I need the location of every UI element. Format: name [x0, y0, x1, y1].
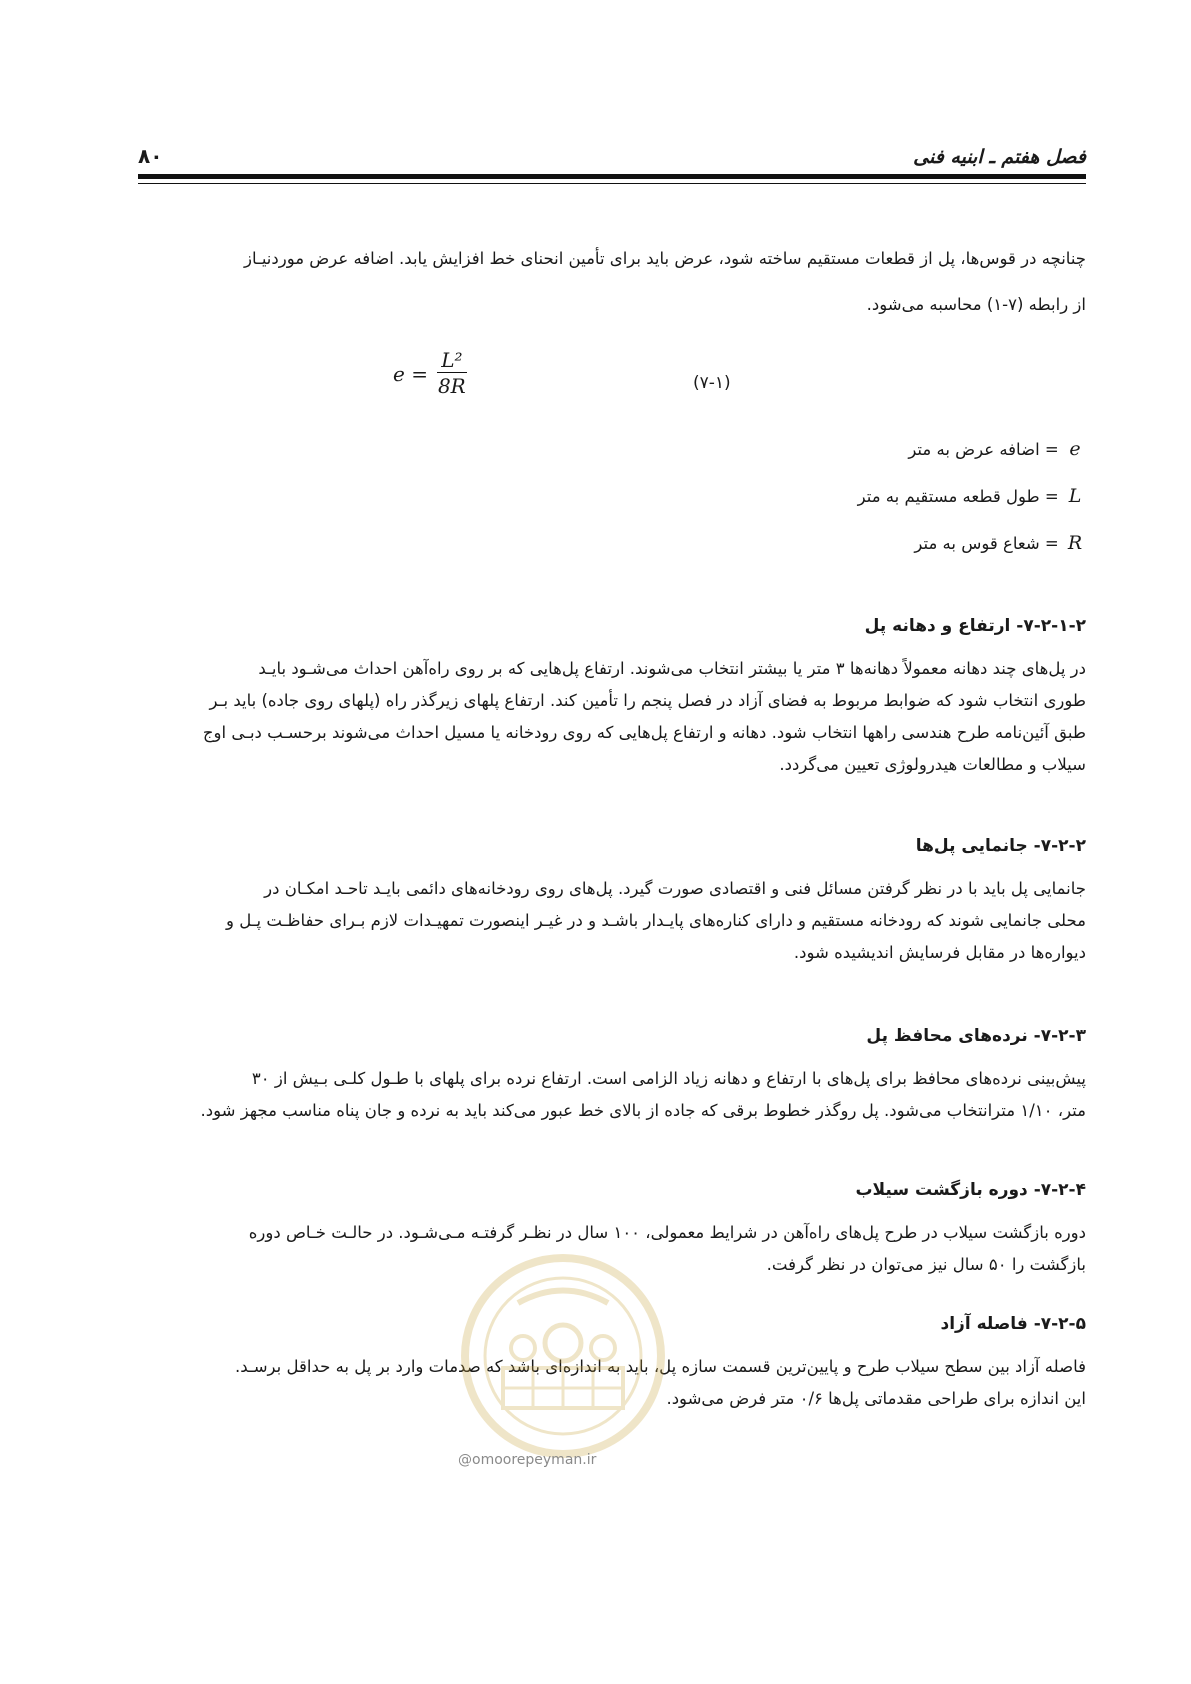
paragraph-line: متر، ۱/۱۰ مترانتخاب می‌شود. پل روگذر خطوط برقی که جاده از بالای خط عبور می‌کند باید به نرده و جان پناه مناسب مجهز شود. — [200, 1101, 1086, 1120]
header-rule-thin — [138, 183, 1086, 184]
header-rule-thick — [138, 174, 1086, 179]
variable-item — [138, 520, 1086, 567]
equation-denominator: 8R — [437, 374, 466, 398]
intro-paragraph-line: از رابطه (۷-۱) محاسبه می‌شود. — [866, 295, 1086, 314]
section-heading: ۷-۲-۲- جانمایی پل‌ها — [915, 836, 1086, 856]
equation-lhs: e = — [393, 361, 428, 386]
equation-numerator: L² — [437, 348, 466, 373]
paragraph-line: طبق آئین‌نامه طرح هندسی راهها انتخاب شود. دهانه و ارتفاع پل‌هایی که روی رودخانه یا مسیل احداث می‌شوند برحسـب دبـی اوج — [202, 723, 1086, 742]
page-content — [138, 236, 1086, 1415]
variable-description: = طول قطعه مستقیم به متر — [857, 487, 1059, 506]
paragraph-line: سیلاب و مطالعات هیدرولوژی تعیین می‌گردد. — [779, 755, 1086, 774]
section-guard-rails — [138, 1021, 1086, 1127]
variable-symbol: L — [1068, 485, 1082, 507]
paragraph-line: بازگشت را ۵۰ سال نیز می‌توان در نظر گرفت. — [766, 1255, 1086, 1274]
equation — [393, 348, 470, 399]
section-heading: ۷-۲-۱-۲- ارتفاع و دهانه پل — [864, 616, 1086, 636]
watermark-seal-icon — [458, 1248, 668, 1463]
paragraph-line: دیواره‌ها در مقابل فرسایش اندیشیده شود. — [793, 943, 1086, 962]
paragraph-line: فاصله آزاد بین سطح سیلاب طرح و پایین‌ترین قسمت سازه پل، باید به اندازه‌ای باشد که صدمات وارد بر پل به حداقل برسـد. — [234, 1357, 1086, 1376]
section-heading: ۷-۲-۳- نرده‌های محافظ پل — [866, 1026, 1086, 1046]
paragraph-line: دوره بازگشت سیلاب در طرح پل‌های راه‌آهن در شرایط معمولی، ۱۰۰ سال در نظـر گرفتـه مـی‌شـود. در حالـت خـاص دوره — [248, 1223, 1086, 1242]
variable-description: = اضافه عرض به متر — [908, 440, 1059, 459]
equation-row — [138, 348, 1086, 418]
paragraph-line: محلی جانمایی شوند که رودخانه مستقیم و دارای کناره‌های پایـدار باشـد و در غیـر اینصورت تمهیـدات لازم بـرای حفاظـت پـل و — [225, 911, 1086, 930]
variable-list — [138, 426, 1086, 567]
paragraph-line: طوری انتخاب شود که ضوابط مربوط به فضای آزاد در فصل پنجم را تأمین کند. ارتفاع پلهای زیرگذر راه (پلهای روی جاده) باید بـر — [209, 691, 1086, 710]
variable-item — [138, 426, 1086, 473]
variable-symbol: R — [1067, 532, 1083, 554]
chapter-title: فصل هفتم ـ ابنیه فنی — [913, 146, 1086, 168]
section-heading: ۷-۲-۵- فاصله آزاد — [940, 1314, 1086, 1334]
section-bridge-siting — [138, 831, 1086, 969]
paragraph-line: پیش‌بینی نرده‌های محافظ برای پل‌های با ارتفاع و دهانه زیاد الزامی است. ارتفاع نرده برای پلهای با طـول کلـی بـیش از ۳۰ — [251, 1069, 1086, 1088]
section-height-and-span — [138, 611, 1086, 781]
variable-description: = شعاع قوس به متر — [914, 534, 1059, 553]
intro-paragraph-line: چنانچه در قوس‌ها، پل از قطعات مستقیم ساخته شود، عرض باید برای تأمین انحنای خط افزایش یابد. اضافه عرض موردنیـاز — [243, 249, 1086, 268]
variable-item — [138, 473, 1086, 520]
equation-number: (۷-۱) — [693, 373, 731, 393]
page-number: ۸۰ — [138, 144, 163, 168]
paragraph-line: جانمایی پل باید با در نظر گرفتن مسائل فنی و اقتصادی صورت گیرد. پل‌های روی رودخانه‌های دائمی بایـد تاحـد امکـان در — [264, 879, 1086, 898]
paragraph-line: در پل‌های چند دهانه معمولاً دهانه‌ها ۳ متر یا بیشتر انتخاب می‌شوند. ارتفاع پل‌هایی که بر روی راه‌آهن احداث می‌شـود بایـد — [258, 659, 1086, 678]
equation-fraction — [434, 348, 470, 399]
watermark-url: @omoorepeyman.ir — [458, 1452, 597, 1468]
variable-symbol: e — [1069, 438, 1081, 460]
paragraph-line: این اندازه برای طراحی مقدماتی پل‌ها ۰/۶ متر فرض می‌شود. — [666, 1389, 1086, 1408]
section-heading: ۷-۲-۴- دوره بازگشت سیلاب — [855, 1180, 1086, 1200]
